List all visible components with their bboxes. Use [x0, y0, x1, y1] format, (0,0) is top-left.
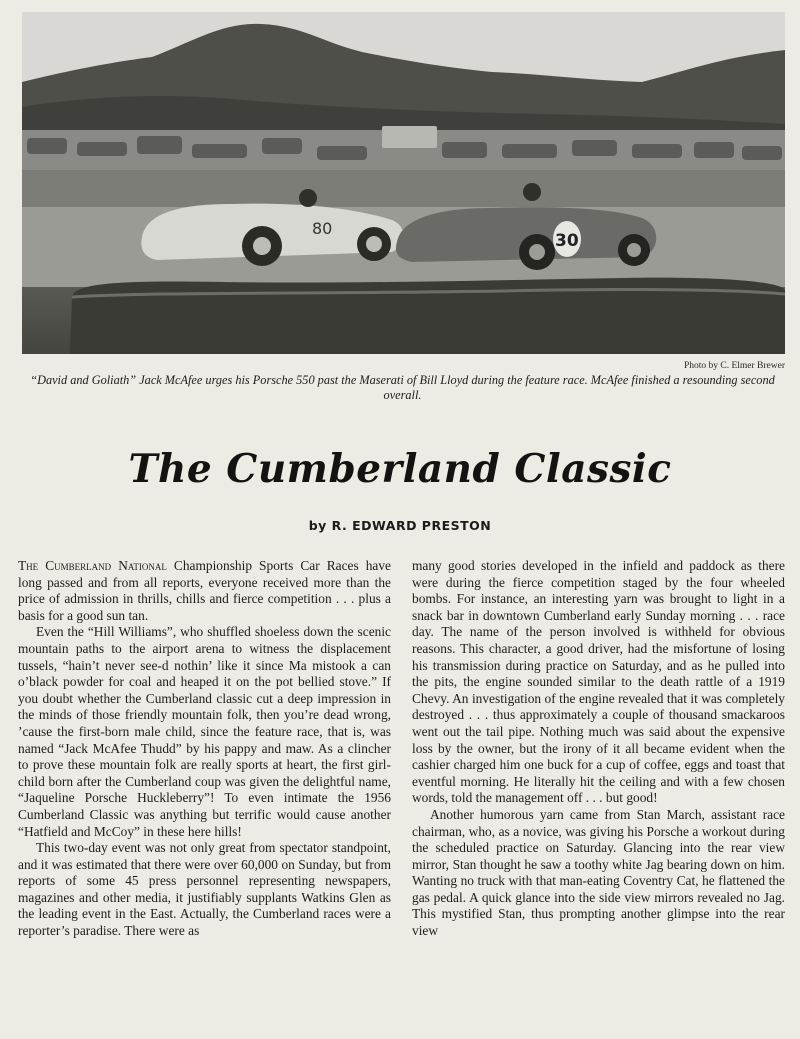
photo-caption: “David and Goliath” Jack McAfee urges his Porsche 550 past the Maserati of Bill Lloyd during the feature race. McAfee finished a resounding second overall.: [30, 373, 775, 402]
paragraph: many good stories developed in the infield and paddock as there were during the fierce competition staged by the four wheeled bombs. For instance, an interesting yarn was brought to light in a snack bar in downtown Cumberland early Sunday morning . . . race day. The name of the person involved is withheld for obvious reasons. This character, a good driver, had the misfortune of losing his transmission during practice on Saturday, and as he pulled into the pits, the engine sounded similar to the death rattle of a 1919 Chevy. An investigation of the engine revealed that it was completely destroyed . . . thus approximately a couple of thousand smackaroos went out the tail pipe. Nothing much was said about the expensive loss by the owner, but the irony of it all became evident when the cashier charged him one buck for a cup of coffee, eggs and toast that eventful morning. He literally hit the ceiling and with a few chosen words, told the management off . . . but good!: [412, 558, 785, 806]
porsche-number: 80: [312, 219, 333, 238]
grass-verge: [22, 170, 785, 210]
left-column: [18, 558, 391, 940]
photo-credit: Photo by C. Elmer Brewer: [683, 361, 785, 371]
lead-in: The Cumberland National: [18, 558, 167, 573]
race-photo-illustration: [22, 12, 785, 354]
paragraph: Another humorous yarn came from Stan March, assistant race chairman, who, as a novice, was giving his Porsche a workout during the scheduled practice on Saturday. Glancing into the rear view mirror, Stan thought he saw a toothy white Jag bearing down on him. Wanting no truck with that man-eating Coventry Cat, he flattened the gas pedal. A quick glance into the side view mirrors revealed no Jag. This mystified Stan, thus prompting another glimpse into the rear view: [412, 806, 785, 939]
right-column: [412, 558, 785, 940]
paragraph: The Cumberland National Championship Sports Car Races have long passed and from all reports, everyone received more than the price of admission in thrills, chills and fierce competition . . . plus a basis for a good sun tan.: [18, 558, 391, 623]
maserati-number: 30: [555, 231, 579, 251]
race-photo: [22, 12, 785, 354]
article-byline: by R. EDWARD PRESTON: [308, 518, 492, 533]
paragraph: This two-day event was not only great from spectator standpoint, and it was estimated that there were over 60,000 on Sunday, but from reports of some 45 press personnel representing newspapers, magazines and other media, it justifiably supplants Watkins Glen as the leading event in the East. Actually, the Cumberland races were a reporter’s paradise. There were as: [18, 840, 391, 939]
paragraph: Even the “Hill Williams”, who shuffled shoeless down the scenic mountain paths to the airport arena to witness the displacement tussels, “hain’t never see-d nothin’ like it since Ma mistook a can o’black powder for coal and heaped it on the pot bellied stove.” If you doubt whether the Cumberland classic cut a deep impression in the minds of those friendly mountain folk, then you’re dead wrong, ’cause the first-born male child, since the feature race, that is, was named “Jack McAfee Thudd” by his pappy and maw. As a clincher to prove these mountain folk are really sports at heart, the first girl-child born after the Cumberland coup was given the delightful name, “Jaqueline Porsche Huckleberry”! To even intimate the 1956 Cumberland Classic was anything but terrific would cause another “Hatfield and McCoy” in these here hills!: [18, 624, 391, 839]
article-title: The Cumberland Classic: [128, 446, 672, 492]
